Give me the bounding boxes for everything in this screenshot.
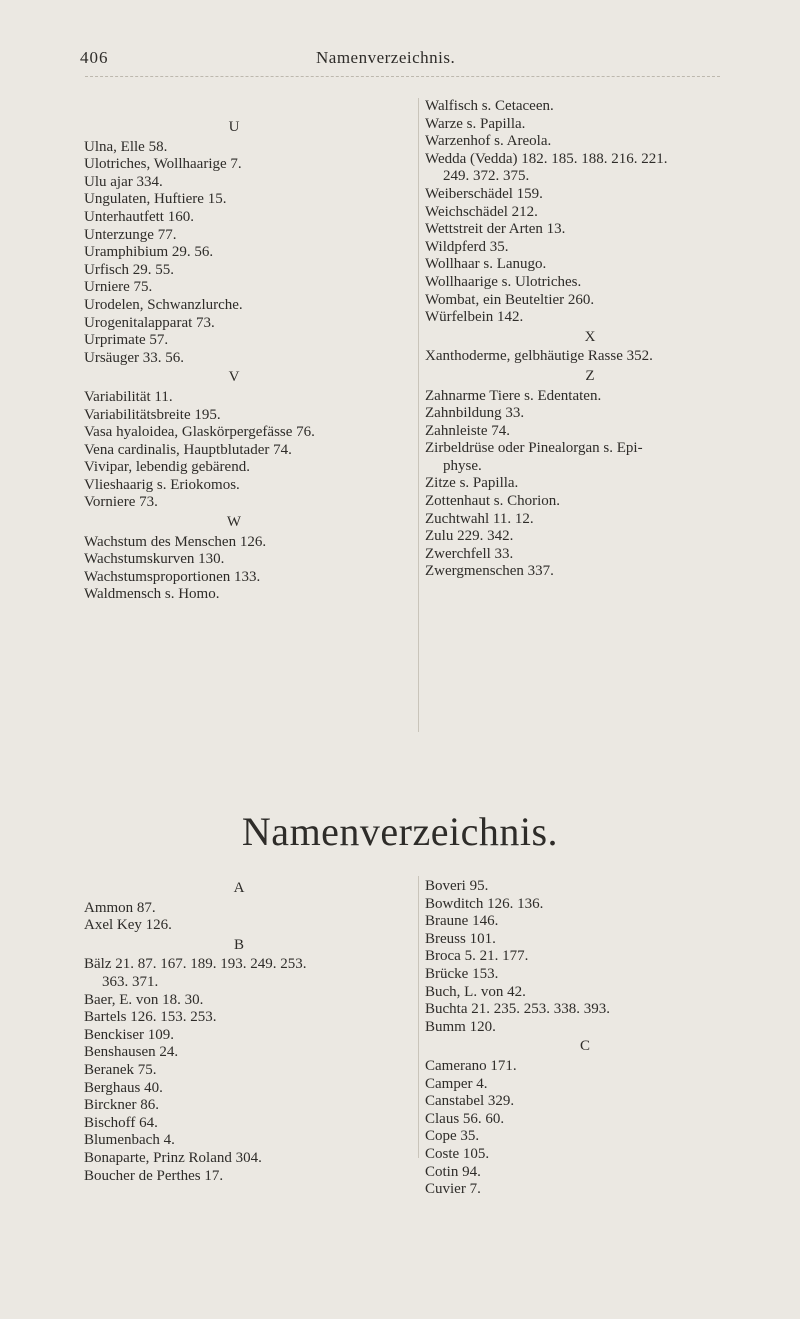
index-entry: Zottenhaut s. Chorion. [425,493,560,510]
index-entry: Zitze s. Papilla. [425,475,519,492]
index-entry: Warze s. Papilla. [425,115,526,132]
sachregister-right-column [425,98,755,581]
header-rule [85,76,720,77]
index-entry: Benckiser 109. [84,1026,174,1043]
column-divider [418,98,419,732]
index-entry: Weiberschädel 159. [425,185,543,202]
index-entry: Broca 5. 21. 177. [425,948,529,965]
index-entry: Berghaus 40. [84,1079,163,1096]
index-entry-continuation: physe. [443,457,482,474]
index-entry: Bischoff 64. [84,1114,158,1131]
index-entry: Vorniere 73. [84,494,158,511]
index-entry: Canstabel 329. [425,1093,515,1110]
section-letter-u: U [228,119,240,135]
index-entry: Bumm 120. [425,1018,496,1035]
index-entry: Cotin 94. [425,1163,481,1180]
index-entry: Axel Key 126. [84,917,172,934]
index-entry: Coste 105. [425,1145,490,1162]
index-entry: Wollhaarige s. Ulotriches. [425,273,582,290]
section-letter-a: A [233,880,245,896]
index-entry: Urniere 75. [84,279,153,296]
index-entry: Breuss 101. [425,930,496,947]
index-entry: Brücke 153. [425,965,499,982]
section-title: Namenverzeichnis. [241,809,559,854]
index-entry: Zahnarme Tiere s. Edentaten. [425,387,602,404]
index-entry: Wedda (Vedda) 182. 185. 188. 216. 221. [425,150,668,167]
index-entry-continuation: 363. 371. [102,973,159,990]
index-entry: Camerano 171. [425,1057,517,1074]
index-entry: Unterzunge 77. [84,226,177,243]
index-entry: Zirbeldrüse oder Pinealorgan s. Epi- [425,440,643,457]
index-entry: Vasa hyaloidea, Glaskörpergefässe 76. [84,424,315,441]
index-entry: Bartels 126. 153. 253. [84,1009,217,1026]
index-entry: Baer, E. von 18. 30. [84,991,204,1008]
index-entry: Xanthoderme, gelbhäutige Rasse 352. [425,348,653,365]
index-entry: Vena cardinalis, Hauptblutader 74. [84,441,292,458]
index-entry: Wachstumsproportionen 133. [84,568,261,585]
sachregister-left-column [84,117,384,604]
index-entry: Bonaparte, Prinz Roland 304. [84,1149,262,1166]
index-entry: Waldmensch s. Homo. [84,586,220,603]
index-entry: Wettstreit der Arten 13. [425,221,566,238]
index-entry: Wachstumskurven 130. [84,551,225,568]
page-header [80,48,720,78]
running-title: Namenverzeichnis. [316,48,456,67]
index-entry: Unterhautfett 160. [84,208,194,225]
index-entry: Boveri 95. [425,878,489,894]
index-entry: Wachstum des Menschen 126. [84,533,267,550]
index-entry: Uramphibium 29. 56. [84,244,214,261]
index-entry: Vlieshaarig s. Eriokomos. [84,476,240,493]
index-entry: Variabilitätsbreite 195. [84,406,221,423]
index-entry: Ulotriches, Wollhaarige 7. [84,156,242,173]
index-entry: Camper 4. [425,1075,488,1092]
index-entry: Urprimate 57. [84,332,169,349]
index-entry: Birckner 86. [84,1097,159,1114]
index-entry: Variabilität 11. [84,388,173,405]
index-entry: Urodelen, Schwanzlurche. [84,296,243,313]
index-entry: Vivipar, lebendig gebärend. [84,459,250,476]
index-entry: Zuchtwahl 11. 12. [425,510,534,527]
section-letter-b: B [233,936,244,953]
namen-left-column [84,878,394,1185]
page-number: 406 [80,48,109,67]
index-entry: Cope 35. [425,1128,480,1145]
index-entry: Beranek 75. [84,1061,157,1078]
index-entry: Bälz 21. 87. 167. 189. 193. 249. 253. [84,956,307,973]
index-entry: Wollhaar s. Lanugo. [425,256,547,273]
index-entry: Zulu 229. 342. [425,528,514,545]
index-entry: Ulu ajar 334. [84,173,163,190]
index-entry: Wildpferd 35. [425,238,509,255]
section-letter-v: V [228,369,240,386]
index-entry: Urogenitalapparat 73. [84,314,215,331]
index-entry: Braune 146. [425,913,499,930]
index-entry: Zahnbildung 33. [425,405,525,422]
section-letter-w: W [226,514,242,531]
index-entry: Ammon 87. [84,899,156,916]
index-entry: Walfisch s. Cetaceen. [425,98,554,114]
index-entry: Urfisch 29. 55. [84,261,174,278]
section-letter-z: Z [585,367,595,384]
index-entry: Bowditch 126. 136. [425,895,544,912]
index-entry: Ulna, Elle 58. [84,138,168,155]
index-entry: Würfelbein 142. [425,309,524,326]
index-entry: Claus 56. 60. [425,1110,505,1127]
section-letter-c: C [579,1038,590,1055]
index-entry: Ursäuger 33. 56. [84,349,184,366]
namen-right-column [425,878,745,1199]
index-entry: Warzenhof s. Areola. [425,133,552,150]
index-entry: Benshausen 24. [84,1044,179,1061]
index-entry: Blumenbach 4. [84,1132,175,1149]
index-entry: Zwerchfell 33. [425,545,514,562]
index-entry: Wombat, ein Beuteltier 260. [425,291,595,308]
column-divider [418,876,419,1158]
index-entry: Cuvier 7. [425,1181,481,1198]
index-entry-continuation: 249. 372. 375. [443,168,530,185]
index-entry: Boucher de Perthes 17. [84,1167,224,1184]
section-letter-x: X [584,328,596,345]
index-entry: Buch, L. von 42. [425,983,526,1000]
index-entry: Zahnleiste 74. [425,422,510,439]
index-entry: Zwergmenschen 337. [425,563,554,580]
index-entry: Ungulaten, Huftiere 15. [84,191,227,208]
index-entry: Buchta 21. 235. 253. 338. 393. [425,1001,610,1018]
index-entry: Weichschädel 212. [425,203,538,220]
